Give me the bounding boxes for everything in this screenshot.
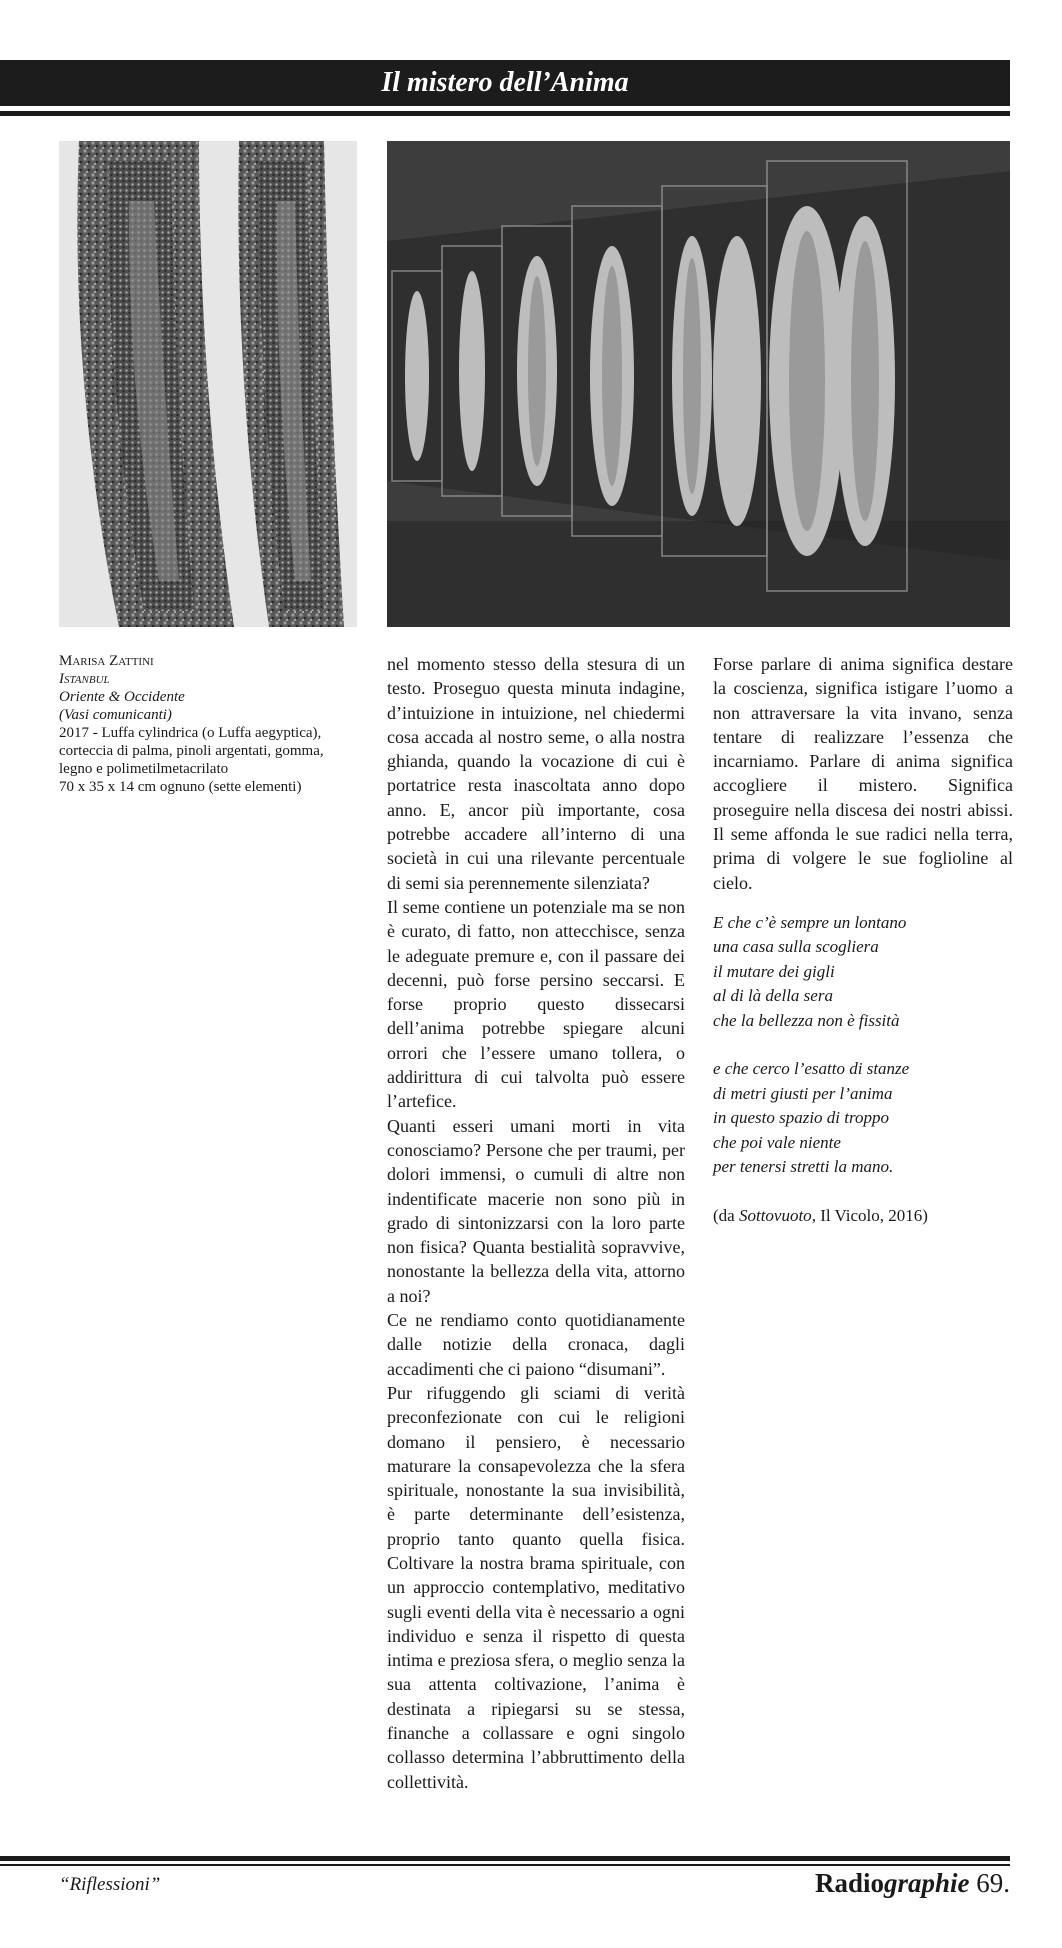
artwork-title: Oriente & Occidente (59, 689, 185, 705)
magazine-name-part2: graphie (883, 1868, 970, 1898)
paragraph: Quanti esseri umani morti in vita conosciamo? Persone che per traumi, per dolori immensi, o cumuli di altre non indentificate macerie non sono più in grado di sintonizzarsi con la loro parte non fisica? Quanta bestialità sopravvive, nonostante la bellezza della vita, attorno a noi? (387, 1115, 685, 1306)
poem (713, 911, 1013, 1180)
artwork-dimensions: 70 x 35 x 14 cm ognuno (sette elementi) (59, 779, 302, 795)
poem-line: che poi vale niente (713, 1132, 841, 1152)
footer-section-label: “Riflessioni” (59, 1874, 161, 1895)
poem-line: una casa sulla scogliera (713, 937, 879, 957)
poem-citation (713, 1204, 1013, 1228)
artwork-caption (59, 652, 359, 796)
page-title: Il mistero dell’Anima (381, 67, 629, 98)
paragraph: Ce ne rendiamo conto quotidianamente dalle notizie della cronaca, dagli accadimenti che ci paiono “disumani”. (387, 1310, 685, 1379)
footer-rule (0, 1856, 1010, 1861)
artwork-city: Istanbul (59, 671, 110, 687)
artwork-subtitle: (Vasi comunicanti) (59, 707, 172, 723)
citation-book: Sottovuoto (738, 1205, 812, 1225)
poem-stanza-1 (713, 911, 1013, 1034)
paragraph: Pur rifuggendo gli sciami di verità preconfezionate con cui le religioni domano il pensiero, è necessario maturare la consapevolezza che la sfera spirituale, nonostante la sua invisibilità, è parte determinante dell’esistenza, proprio tanto quanto quella fisica. Coltivare la nostra brama spirituale, con un approccio contemplativo, meditativo sugli eventi della vita è necessario a ogni individuo e senza il rispetto di questa intima e preziosa sfera, o meglio senza la sua attenta coltivazione, l’anima è destinata a ripiegarsi su se stessa, finanche a collassare e ogni singolo collasso determina l’abbruttimento della collettività. (387, 1382, 685, 1792)
artist-name: Marisa Zattini (59, 653, 154, 669)
poem-line: al di là della sera (713, 986, 833, 1006)
paragraph: Forse parlare di anima significa destare la coscienza, significa istigare l’uomo a non attraversare la vita invano, senza tentare di realizzare l’essenza che incarniamo. Parlare di anima significa accogliere il mistero. Significa proseguire nella discesa dei nostri abissi. Il seme affonda le sue radici nella terra, prima di volgere le sue foglioline al cielo. (713, 654, 1013, 893)
article-column-middle (387, 652, 685, 1794)
paragraph: nel momento stesso della stesura di un testo. Proseguo questa minuta indagine, d’intuizione in intuizione, nel chiedermi cosa accada al nostro seme, o alla nostra ghianda, quando la vocazione di cui è portatrice resta inascoltata anno dopo anno. E, ancor più importante, cosa potrebbe accadere all’interno di una società in cui una rilevante percentuale di semi sia perennemente silenziata? (387, 654, 685, 893)
magazine-name-part1: Radio (814, 1868, 884, 1898)
footer-magazine (815, 1868, 1010, 1899)
poem-line: per tenersi stretti la mano. (713, 1157, 894, 1177)
paragraph: Il seme contiene un potenziale ma se non è curato, di fatto, non attecchisce, senza le adeguate premure e, con il passare dei decenni, può forse persino seccarsi. E forse proprio questo dissecarsi dell’anima potrebbe spiegare alcuni orrori che l’essere umano tollera, o addirittura di cui talvolta può essere l’artefice. (387, 896, 685, 1112)
poem-line: e che cerco l’esatto di stanze (713, 1059, 910, 1079)
artwork-photo-detail (59, 141, 357, 627)
artwork-photo-installation (387, 141, 1010, 627)
citation-suffix: , Il Vicolo, 2016) (811, 1205, 928, 1225)
footer-rule-thin (0, 1864, 1010, 1866)
header-rule (0, 111, 1010, 116)
page-number: 69. (969, 1868, 1010, 1898)
poem-line: di metri giusti per l’anima (713, 1083, 893, 1103)
poem-line: in questo spazio di troppo (713, 1108, 889, 1128)
citation-prefix: (da (713, 1205, 739, 1225)
artwork-materials: 2017 - Luffa cylindrica (o Luffa aegyptica), corteccia di palma, pinoli argentati, gomma, legno e polimetilmetacrilato (59, 725, 324, 777)
poem-stanza-2 (713, 1057, 1013, 1180)
poem-line: E che c’è sempre un lontano (713, 912, 907, 932)
article-column-right (713, 652, 1013, 1228)
poem-line: che la bellezza non è fissità (713, 1010, 900, 1030)
poem-line: il mutare dei gigli (713, 961, 835, 981)
